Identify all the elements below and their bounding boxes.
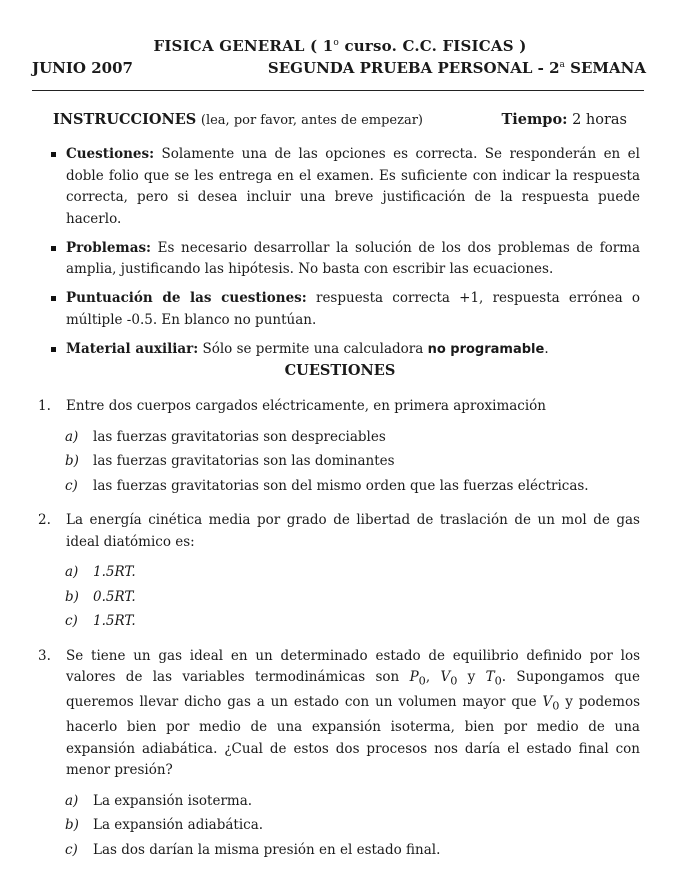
bullet-square-icon xyxy=(51,246,56,251)
instructions-list xyxy=(48,144,640,368)
option-a: a) las fuerzas gravitatorias son despreciables xyxy=(65,428,386,445)
instruction-item-cuestiones: Cuestiones: Solamente una de las opciones es correcta. Se responderán en el doble folio que se les entrega en el examen. Es suficiente con indicar la respuesta correcta, pero si desea incluir una breve justificación de la respuesta puede hacerlo. xyxy=(48,144,640,230)
instruction-item-material: Material auxiliar: Sólo se permite una calculadora no programable. xyxy=(48,339,640,361)
question-text: Entre dos cuerpos cargados eléctricamente, en primera aproximación xyxy=(66,398,546,414)
exam-date: JUNIO 2007 xyxy=(32,59,133,77)
bullet-square-icon xyxy=(51,347,56,352)
section-title: CUESTIONES xyxy=(284,362,396,379)
instructions-note: (lea, por favor, antes de empezar) xyxy=(200,113,424,128)
option-c: c) Las dos darían la misma presión en el estado final. xyxy=(65,841,441,858)
question-text: Se tiene un gas ideal en un determinado estado de equilibrio definido por los valores de las variables termodinámicas son $P_0$, $V_0$ y $T_0$. Supongamos que queremos llevar dicho gas a un estado con un volumen mayor que $V_0$ y podemos hacerlo bien por medio de una expansión isoterma, bien por medio de una expansión adiabática. ¿Cual de estos dos procesos nos daría el estado final con menor presión? xyxy=(66,647,640,779)
instruction-item-problemas: Problemas: Es necesario desarrollar la solución de los dos problemas de forma amplia, justificando las hipótesis. No basta con escribir las ecuaciones. xyxy=(48,238,640,281)
question-number: 2. xyxy=(38,512,51,528)
no-programable-emphasis: no programable xyxy=(427,341,545,357)
option-a: a) 1.5RT. xyxy=(65,564,136,580)
option-c: c) las fuerzas gravitatorias son del mismo orden que las fuerzas eléctricas. xyxy=(65,477,589,494)
header-divider xyxy=(32,90,644,91)
option-a: a) La expansión isoterma. xyxy=(65,792,253,809)
question-2 xyxy=(38,510,640,636)
options-list xyxy=(38,562,640,636)
question-number: 3. xyxy=(38,647,51,664)
option-c: c) 1.5RT. xyxy=(65,613,136,629)
question-3 xyxy=(38,646,640,865)
instruction-item-puntuacion: Puntuación de las cuestiones: respuesta correcta +1, respuesta errónea o múltiple -0.5. En blanco no puntúan. xyxy=(48,288,640,331)
options-list xyxy=(38,427,640,501)
bullet-square-icon xyxy=(51,152,56,157)
question-text: La energía cinética media por grado de libertad de traslación de un mol de gas ideal diatómico es: xyxy=(66,512,640,550)
option-b: b) La expansión adiabática. xyxy=(65,817,264,834)
question-1 xyxy=(38,396,640,500)
time-value: 2 horas xyxy=(572,112,627,128)
option-b: b) las fuerzas gravitatorias son las dominantes xyxy=(65,453,395,469)
instructions-label: INSTRUCCIONES xyxy=(53,111,197,128)
instructions-header xyxy=(53,111,627,128)
exam-header-row xyxy=(32,59,646,77)
exam-session: SEGUNDA PRUEBA PERSONAL - 2$^a$ SEMANA xyxy=(267,59,646,77)
bullet-square-icon xyxy=(51,296,56,301)
question-number: 1. xyxy=(38,398,51,414)
questions-list xyxy=(38,396,640,874)
option-b: b) 0.5RT. xyxy=(65,588,136,605)
options-list xyxy=(38,791,640,865)
time-label: Tiempo: xyxy=(501,111,568,128)
course-title: FISICA GENERAL ( 1$^o$ curso. C.C. FISICAS ) xyxy=(153,37,527,55)
